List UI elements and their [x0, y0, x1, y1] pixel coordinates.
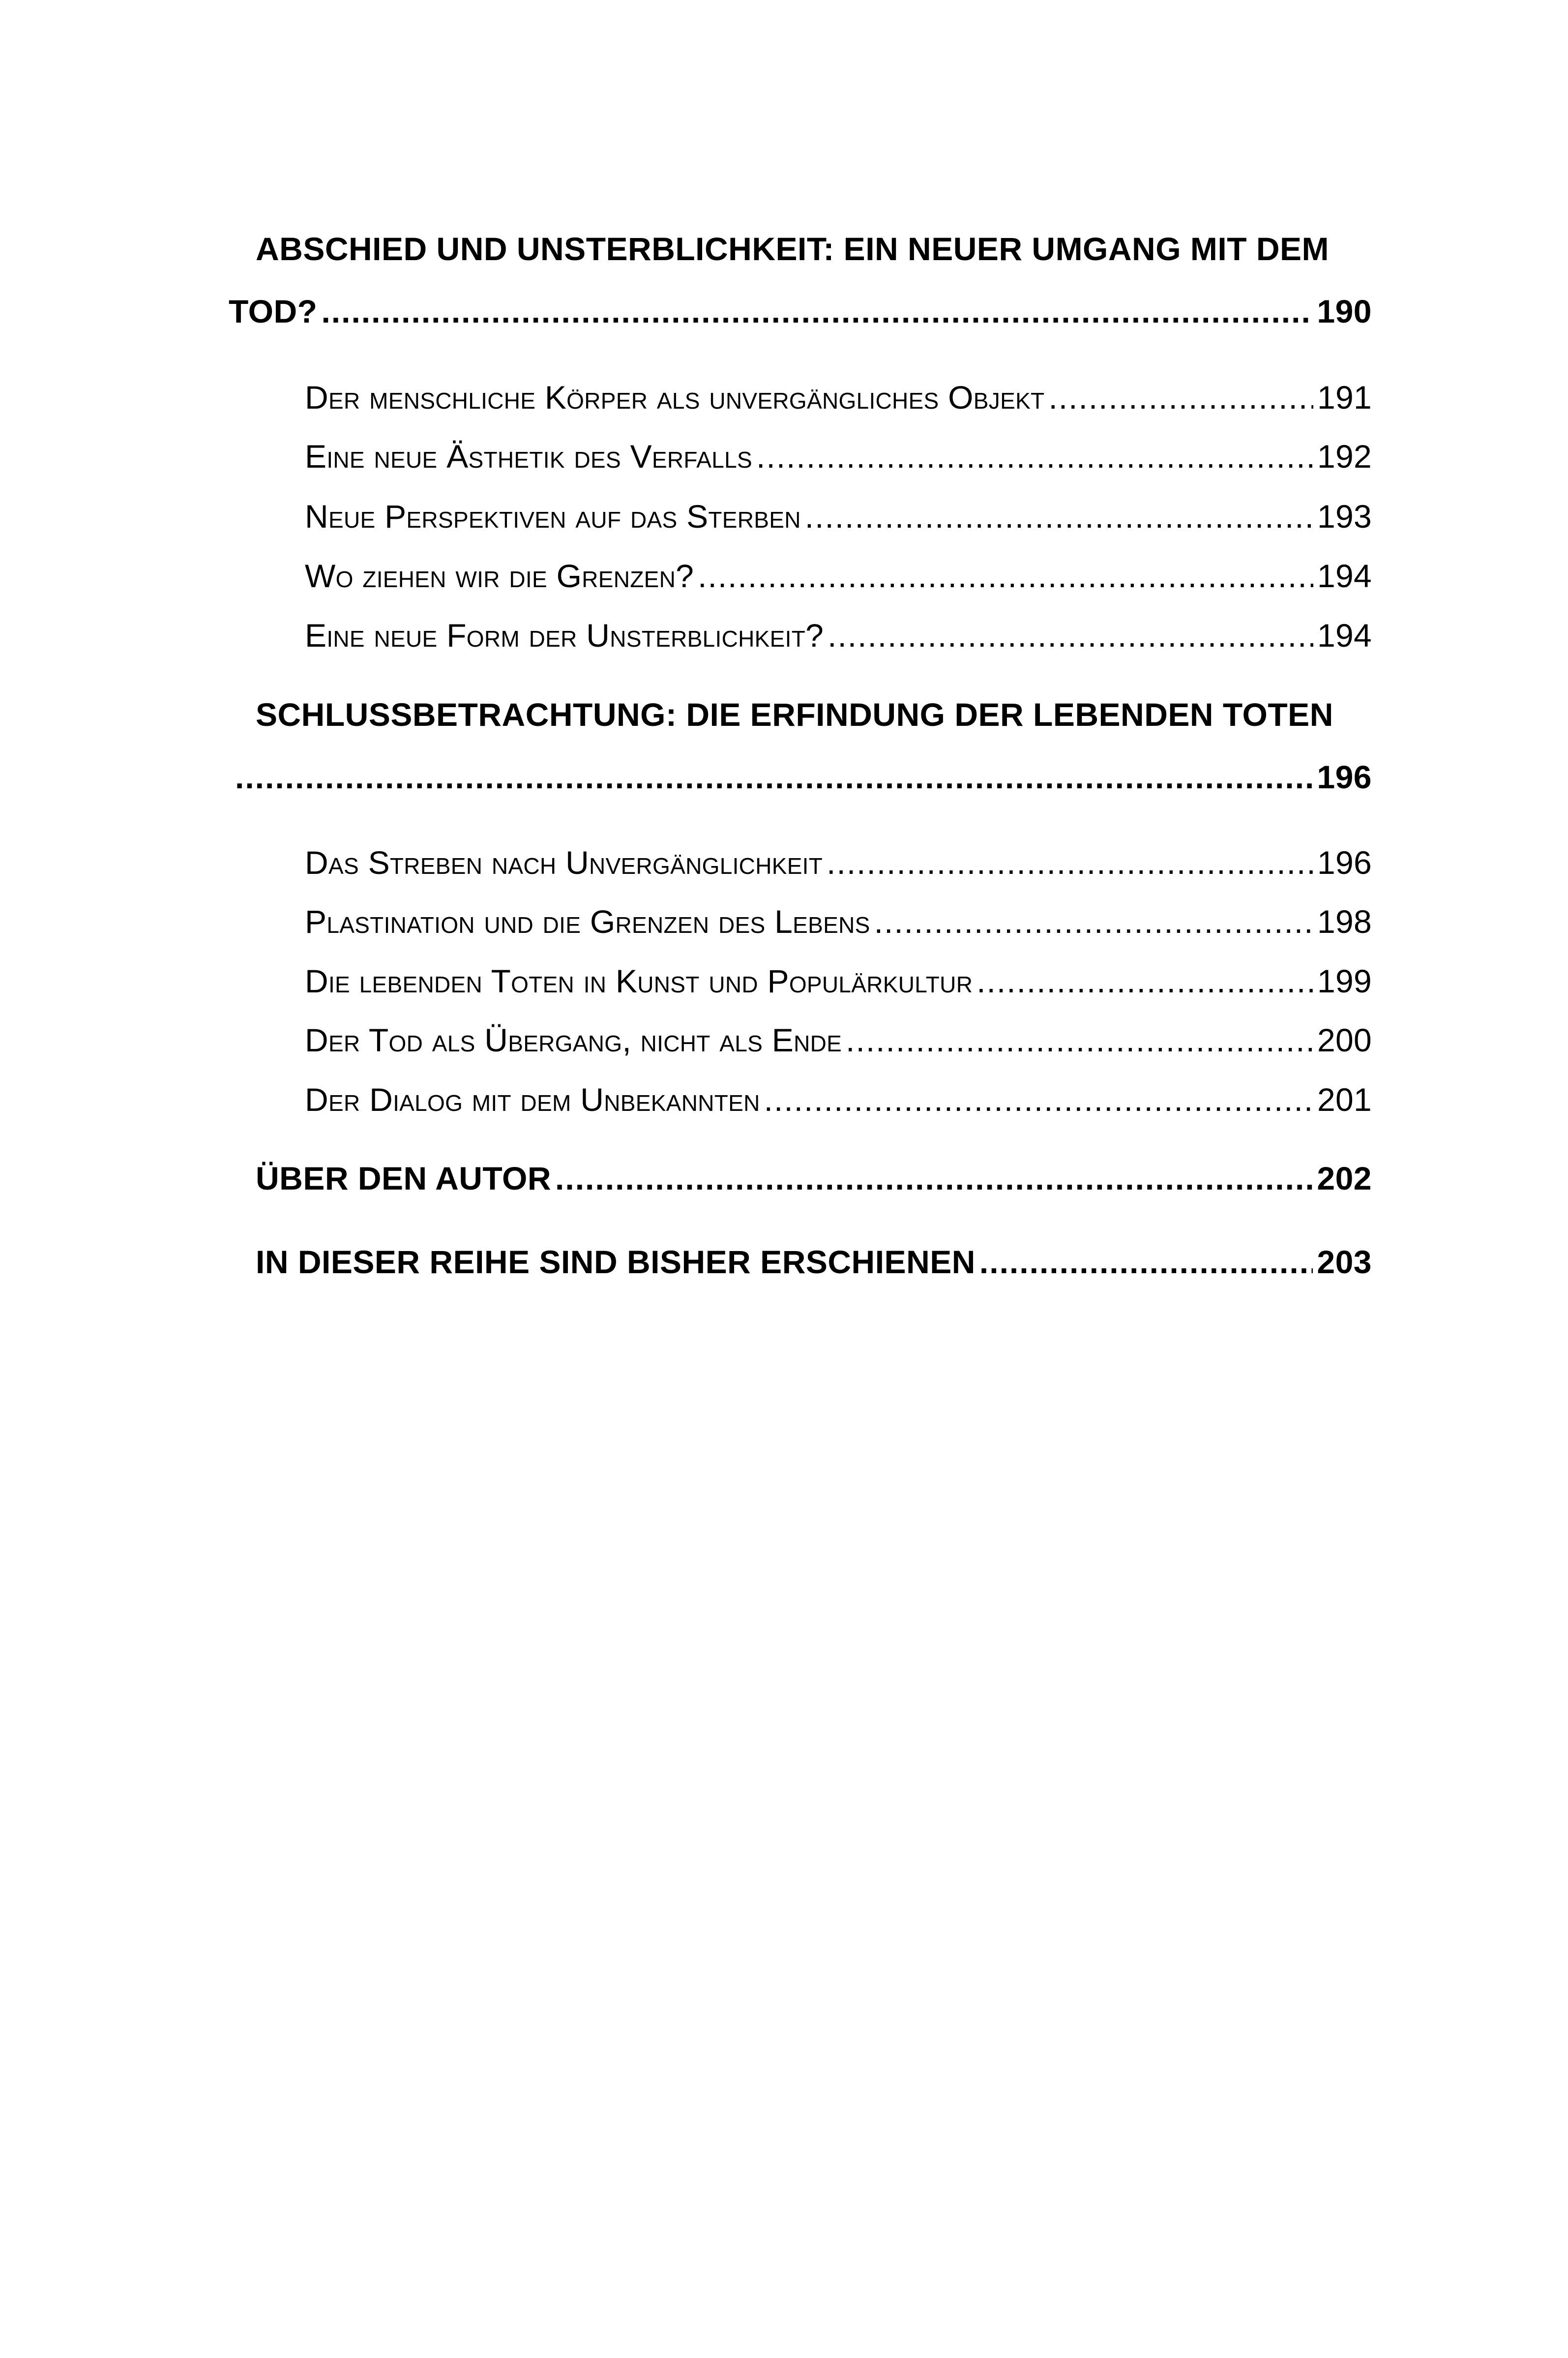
toc-section-title: Wo ziehen wir die Grenzen?: [305, 558, 694, 594]
toc-section-title: Eine neue Ästhetik des Verfalls: [305, 438, 753, 475]
toc-section-entry[interactable]: [305, 1081, 1372, 1118]
dot-leader: [827, 844, 1313, 881]
toc-chapter-title: SCHLUSSBETRACHTUNG: DIE ERFINDUNG DER LEBENDEN TOTEN: [256, 696, 1333, 733]
page-number: 191: [1317, 379, 1372, 416]
dot-leader: [756, 438, 1313, 475]
dot-leader: [1048, 379, 1313, 416]
toc-chapter-autor[interactable]: [256, 1160, 1372, 1197]
toc-section-title: Der menschliche Körper als unvergängliches Objekt: [305, 379, 1045, 416]
dot-leader: [764, 1081, 1313, 1118]
toc-section-entry[interactable]: [305, 617, 1372, 654]
toc-chapter-title-continued: TOD?: [229, 293, 318, 329]
dot-leader: [555, 1160, 1313, 1197]
dot-leader: [235, 758, 1313, 796]
toc-chapter-abschied-line1[interactable]: [256, 230, 1372, 268]
toc-chapter-schluss-line2[interactable]: [235, 758, 1372, 796]
toc-section-title: Eine neue Form der Unsterblichkeit?: [305, 617, 824, 654]
page-number: 194: [1317, 617, 1372, 654]
page-number: 203: [1317, 1244, 1372, 1280]
toc-section-entry[interactable]: [305, 379, 1372, 416]
toc-section-title: Plastination und die Grenzen des Lebens: [305, 903, 870, 940]
page-number: 201: [1317, 1081, 1372, 1118]
toc-chapter-title: ABSCHIED UND UNSTERBLICHKEIT: EIN NEUER UMGANG MIT DEM: [256, 231, 1330, 267]
dot-leader: [698, 557, 1313, 595]
page-number: 199: [1317, 963, 1372, 999]
page-number: 200: [1317, 1022, 1372, 1058]
toc-chapter-abschied-line2[interactable]: [229, 293, 1372, 330]
dot-leader: [846, 1021, 1313, 1059]
page-number: 196: [1317, 759, 1372, 795]
toc-chapter-title: IN DIESER REIHE SIND BISHER ERSCHIENEN: [256, 1244, 976, 1280]
toc-section-entry[interactable]: [305, 962, 1372, 1000]
toc-section-entry[interactable]: [305, 498, 1372, 535]
dot-leader: [976, 962, 1313, 1000]
page-number: 202: [1317, 1160, 1372, 1196]
toc-chapter-schluss-line1[interactable]: [256, 696, 1372, 733]
toc-section-title: Der Dialog mit dem Unbekannten: [305, 1081, 760, 1118]
toc-chapter-reihe[interactable]: [256, 1243, 1372, 1281]
dot-leader: [979, 1243, 1313, 1281]
toc-section-title: Neue Perspektiven auf das Sterben: [305, 498, 801, 535]
dot-leader: [321, 293, 1313, 330]
dot-leader: [805, 498, 1313, 535]
toc-section-title: Die lebenden Toten in Kunst und Populärkultur: [305, 963, 973, 999]
page-number: 192: [1317, 438, 1372, 475]
dot-leader: [828, 617, 1313, 654]
toc-section-entry[interactable]: [305, 438, 1372, 475]
page-number: 193: [1317, 498, 1372, 535]
page-number: 190: [1317, 293, 1372, 329]
toc-chapter-title: ÜBER DEN AUTOR: [256, 1160, 552, 1196]
toc-section-entry[interactable]: [305, 1021, 1372, 1059]
toc-section-entry[interactable]: [305, 557, 1372, 595]
toc-section-title: Der Tod als Übergang, nicht als Ende: [305, 1022, 842, 1058]
toc-section-entry[interactable]: [305, 903, 1372, 940]
page-number: 198: [1317, 903, 1372, 940]
toc-section-title: Das Streben nach Unvergänglichkeit: [305, 844, 823, 881]
page-number: 194: [1317, 558, 1372, 594]
dot-leader: [874, 903, 1313, 940]
page-number: 196: [1317, 844, 1372, 881]
toc-section-entry[interactable]: [305, 844, 1372, 881]
